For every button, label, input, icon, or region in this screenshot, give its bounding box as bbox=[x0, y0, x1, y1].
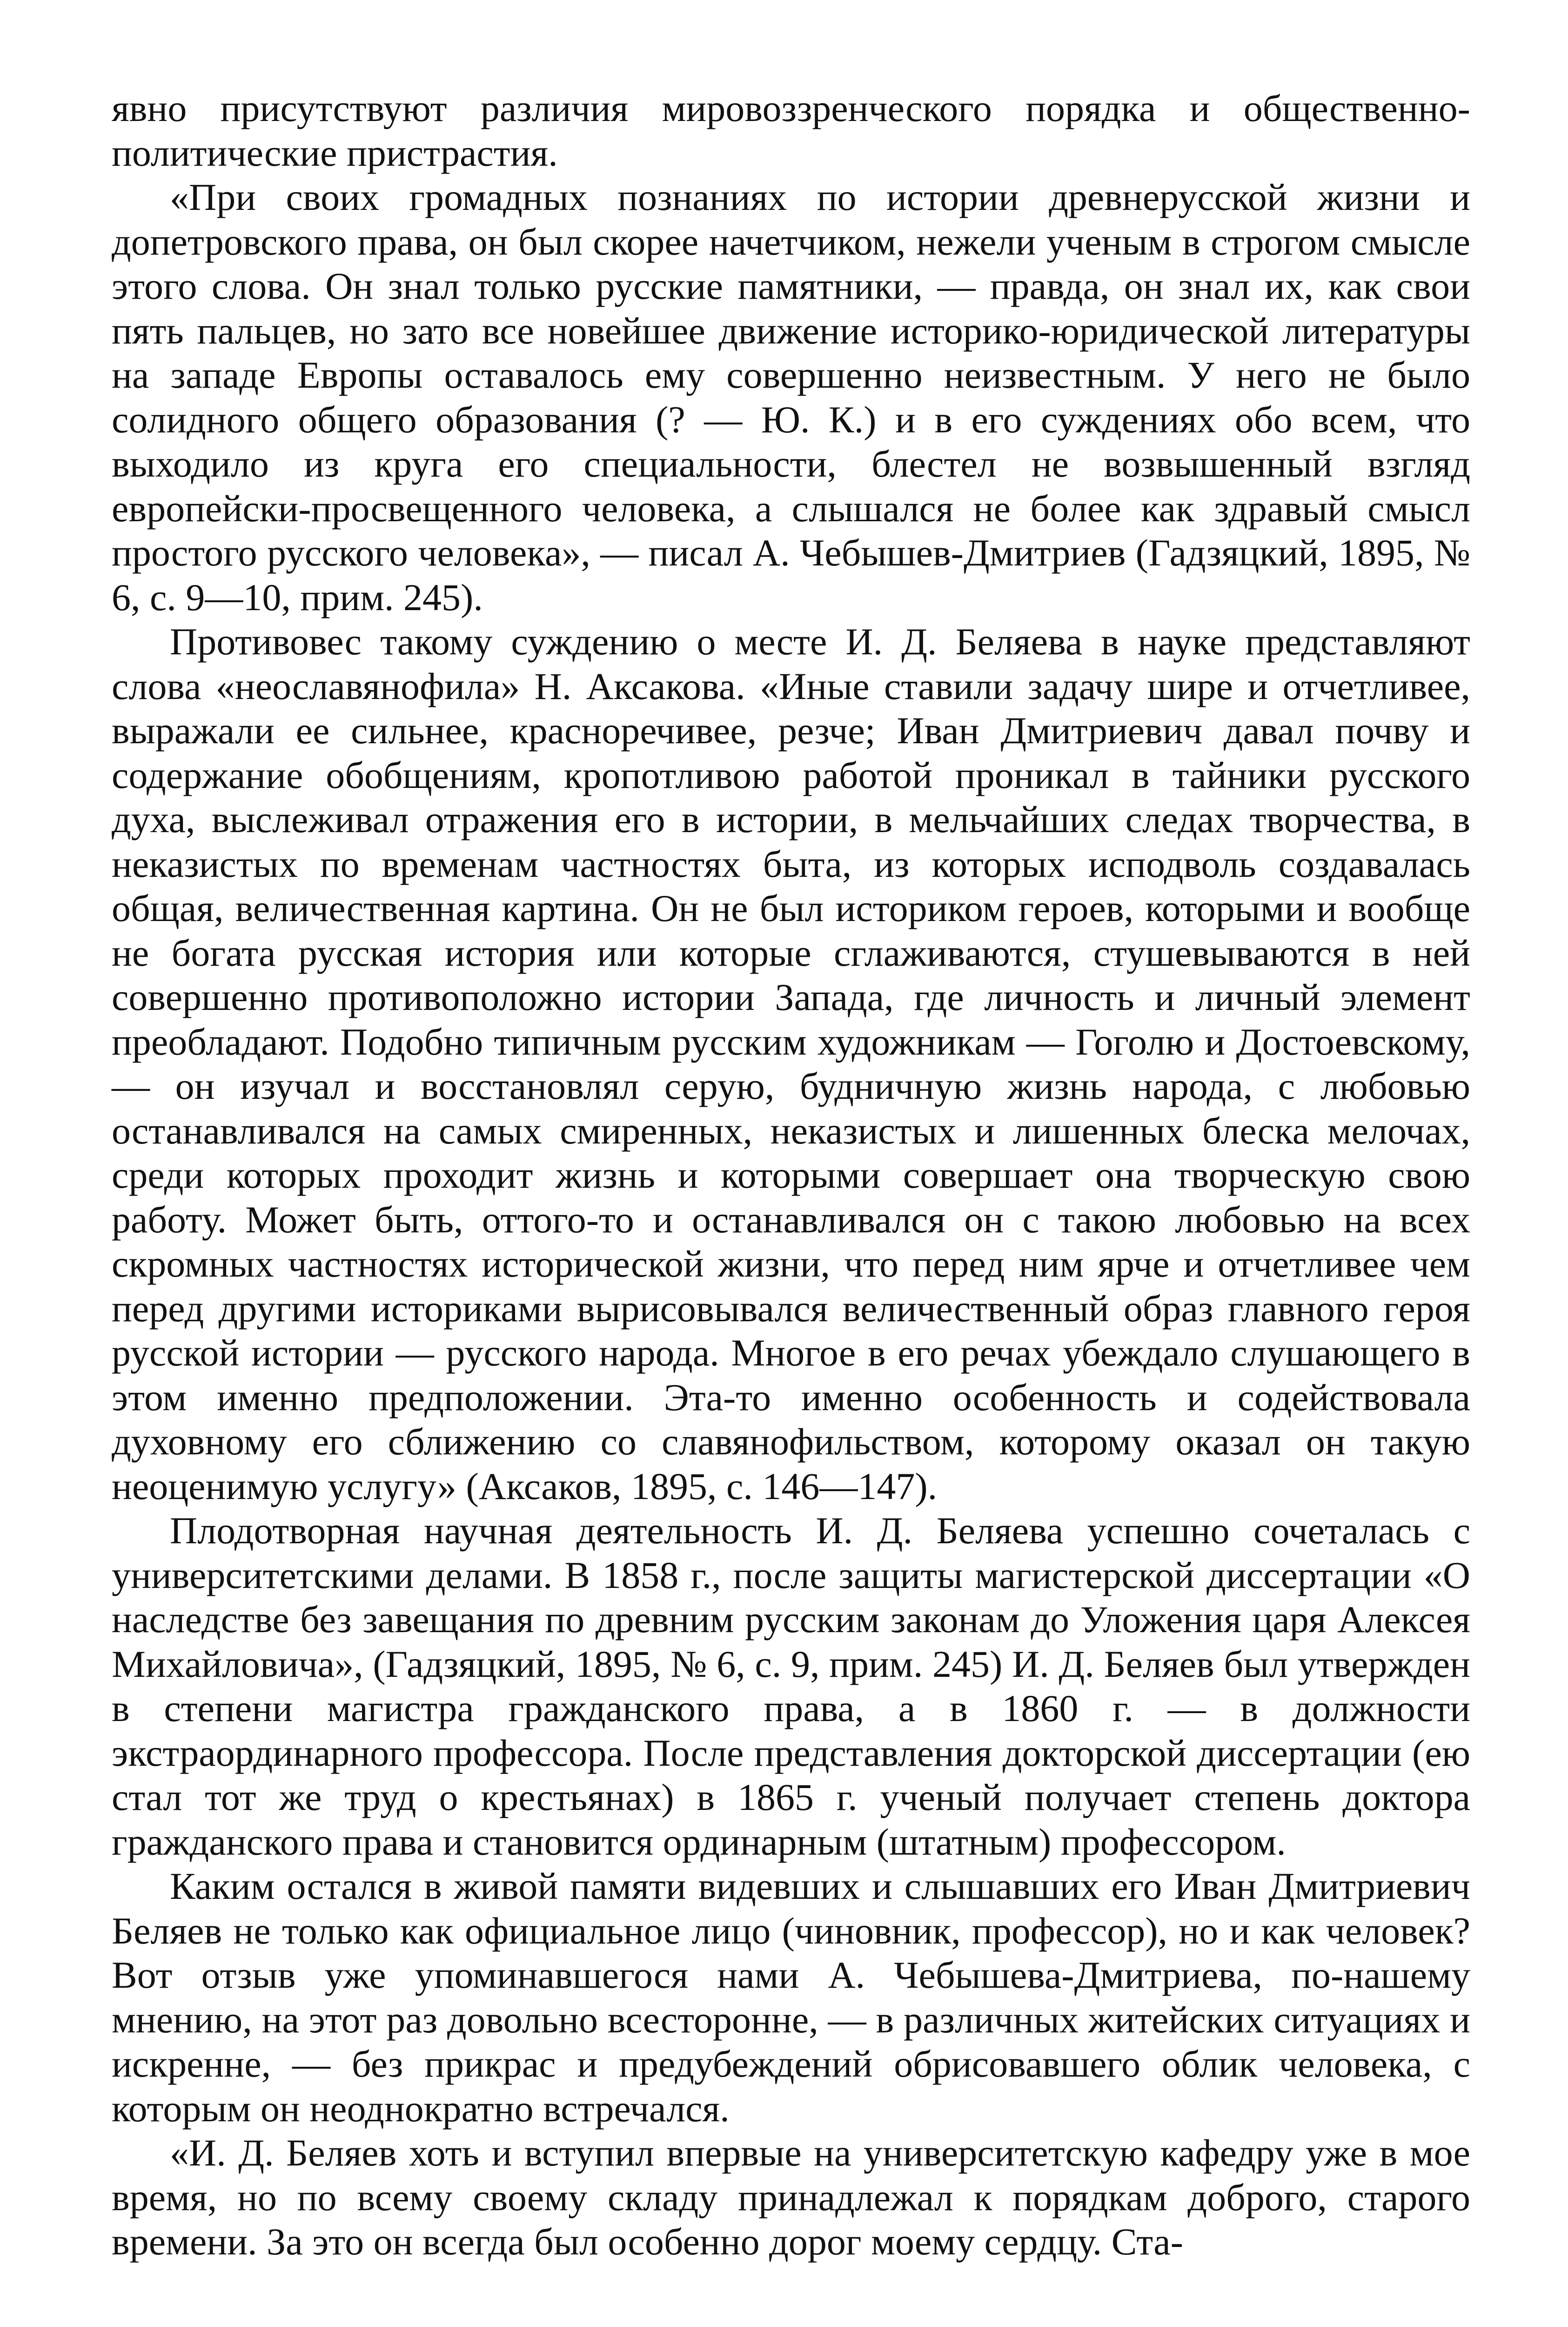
paragraph-1: явно присутствуют различия мировоззренческого порядка и общественно-политические пристрастия. bbox=[112, 87, 1470, 174]
paragraph-4: Плодотворная научная деятельность И. Д. Беляева успешно сочеталась с университетскими делами. В 1858 г., после защиты магистерской диссертации «О наследстве без завещания по древним русским законам до Уложения царя Алексея Михайловича», (Гадзяцкий, 1895, № 6, с. 9, прим. 245) И. Д. Беляев был утвержден в степени магистра гражданского права, а в 1860 г. — в должности экстраординарного профессора. После представления докторской диссертации (ею стал тот же труд о крестьянах) в 1865 г. ученый получает степень доктора гражданского права и становится ординарным (штатным) профессором. bbox=[112, 1509, 1470, 1863]
book-page bbox=[112, 86, 1470, 2264]
paragraph-5: Каким остался в живой памяти видевших и слышавших его Иван Дмитриевич Беляев не только как официальное лицо (чиновник, профессор), но и как человек? Вот отзыв уже упоминавшегося нами А. Чебышева-Дмитриева, по-нашему мнению, на этот раз довольно всесторонне, — в различных житейских ситуациях и искренне, — без прикрас и предубеждений обрисовавшего облик человека, с которым он неоднократно встречался. bbox=[112, 1865, 1470, 2130]
paragraph-3: Противовес такому суждению о месте И. Д. Беляева в науке представляют слова «неославянофила» Н. Аксакова. «Иные ставили задачу шире и отчетливее, выражали ее сильнее, красноречивее, резче; Иван Дмитриевич давал почву и содержание обобщениям, кропотливою работой проникал в тайники русского духа, выслеживал отражения его в истории, в мельчайших следах творчества, в неказистых по временам частностях быта, из которых исподволь создавалась общая, величественная картина. Он не был историком героев, которыми и вообще не богата русская история или которые сглаживаются, стушевываются в ней совершенно противоположно истории Запада, где личность и личный элемент преобладают. Подобно типичным русским художникам — Гоголю и Достоевскому, — он изучал и восстановлял серую, будничную жизнь народа, с любовью останавливался на самых смиренных, неказистых и лишенных блеска мелочах, среди которых проходит жизнь и которыми совершает она творческую свою работу. Может быть, оттого-то и останавливался он с такою любовью на всех скромных частностях исторической жизни, что перед ним ярче и отчетливее чем перед другими историками вырисовывался величественный образ главного героя русской истории — русского народа. Многое в его речах убеждало слушающего в этом именно предположении. Эта-то именно особенность и содействовала духовному его сближению со славянофильством, которому оказал он такую неоценимую услугу» (Аксаков, 1895, с. 146—147). bbox=[112, 620, 1470, 1507]
paragraph-6: «И. Д. Беляев хоть и вступил впервые на университетскую кафедру уже в мое время, но по всему своему складу принадлежал к порядкам доброго, старого времени. За это он всегда был особенно дорог моему сердцу. Ста- bbox=[112, 2132, 1470, 2263]
paragraph-2: «При своих громадных познаниях по истории древнерусской жизни и допетровского права, он был скорее начетчиком, нежели ученым в строгом смысле этого слова. Он знал только русские памятники, — правда, он знал их, как свои пять пальцев, но зато все новейшее движение историко-юридической литературы на западе Европы оставалось ему совершенно неизвестным. У него не было солидного общего образования (? — Ю. К.) и в его суждениях обо всем, что выходило из круга его специальности, блестел не возвышенный взгляд европейски-просвещенного человека, а слышался не более как здравый смысл простого русского человека», — писал А. Чебышев-Дмитриев (Гадзяцкий, 1895, № 6, с. 9—10, прим. 245). bbox=[112, 176, 1470, 619]
